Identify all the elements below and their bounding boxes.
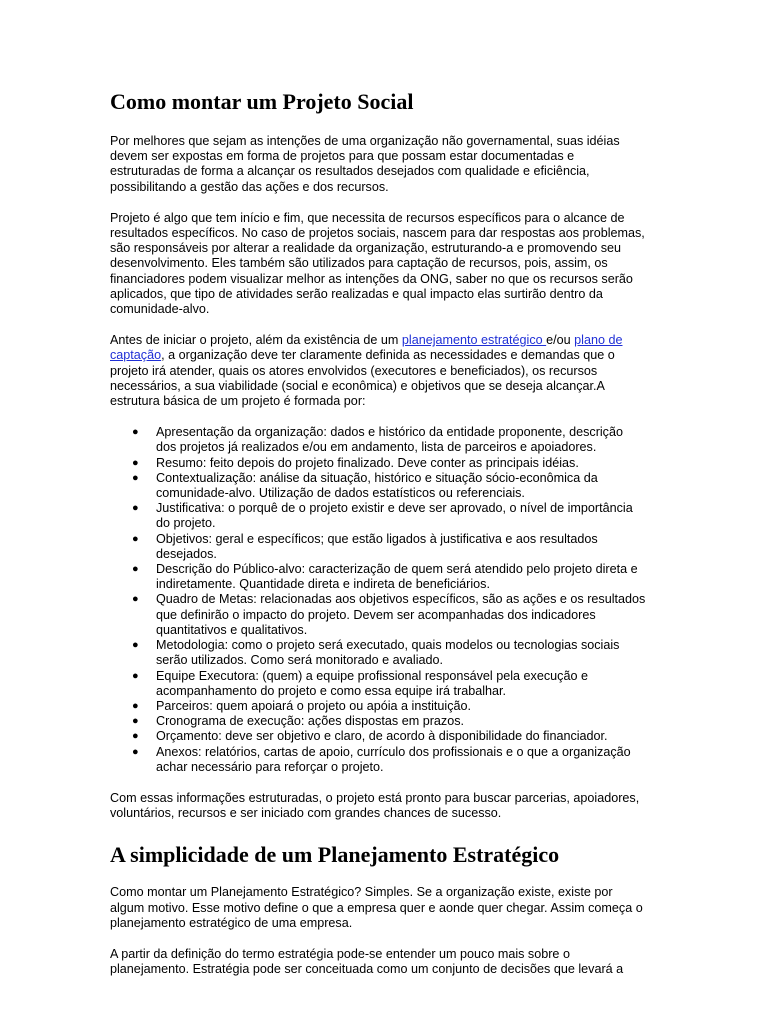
list-item — [132, 562, 646, 592]
list-item — [132, 668, 646, 699]
paragraph-intro: Por melhores que sejam as intenções de uma organização não governamental, suas idéias devem ser expostas em forma de projetos para que possam estar documentadas e estruturadas de forma a alcançar os resultados desejados com qualidade e eficiência, possibilitando a gestão das ações e dos recursos. — [110, 134, 620, 194]
link-planejamento-estrategico[interactable]: planejamento estratégico — [401, 333, 547, 348]
list-item — [132, 714, 646, 729]
document-page — [110, 88, 646, 993]
section-title-planejamento: A simplicidade de um Planejamento Estratégico — [110, 842, 560, 868]
section-title-projeto-social: Como montar um Projeto Social — [110, 89, 414, 114]
paragraph-projeto-definicao: Projeto é algo que tem início e fim, que necessita de recursos específicos para o alcance de resultados específicos. No caso de projetos sociais, nascem para dar respostas aos problemas, são responsáveis por alterar a realidade da organização, estruturando-a e promovendo seu desenvolvimento. Eles também são utilizados para captação de recursos, pois, assim, os financiadores podem visualizar melhor as intenções da ONG, saber no que os recursos serão aplicados, que tipo de atividades serão realizadas e qual impacto elas surtirão dentro da comunidade-alvo. — [110, 210, 645, 317]
bullet-icon: ● — [132, 699, 139, 712]
bullet-icon: ● — [132, 563, 139, 576]
paragraph-como-montar: Como montar um Planejamento Estratégico? Simples. Se a organização existe, existe por algum motivo. Esse motivo define o que a empresa quer e aonde quer chegar. Assim começa o planejamento estratégico de uma empresa. — [110, 885, 643, 930]
project-structure-list — [110, 425, 646, 775]
list-item-text: Quadro de Metas: relacionadas aos objetivos específicos, são as ações e os resultados que definirão o impacto do projeto. Devem ser acompanhadas dos indicadores quantitativos e qualitativos. — [156, 592, 646, 637]
bullet-icon: ● — [132, 639, 139, 652]
list-item — [132, 531, 646, 562]
paragraph-text: e/ou — [546, 333, 575, 348]
paragraph-text: Antes de iniciar o projeto, além da existência de um — [110, 333, 402, 348]
paragraph-text: , a organização deve ter claramente definida as necessidades e demandas que o projeto irá atender, quais os atores envolvidos (executores e beneficiados), os recursos necessários, a sua viabilidade (social e econômica) e objetivos que se deseja alcançar.A estrutura básica de um projeto é formada por: — [110, 348, 615, 409]
bullet-icon: ● — [132, 715, 139, 728]
bullet-icon: ● — [132, 669, 139, 682]
list-item-text: Metodologia: como o projeto será executado, quais modelos ou tecnologias sociais serão utilizados. Como será monitorado e avaliado. — [156, 638, 620, 668]
list-item-text: Cronograma de execução: ações dispostas em prazos. — [156, 714, 465, 729]
list-item — [132, 425, 646, 455]
list-item-text: Objetivos: geral e específicos; que estão ligados à justificativa e aos resultados desejados. — [156, 531, 598, 561]
paragraph-conclusao: Com essas informações estruturadas, o projeto está pronto para buscar parcerias, apoiadores, voluntários, recursos e ser iniciado com grandes chances de sucesso. — [110, 790, 640, 821]
paragraph-antes-de-iniciar — [110, 333, 646, 409]
bullet-icon: ● — [132, 730, 139, 743]
list-item-text: Orçamento: deve ser objetivo e claro, de acordo à disponibilidade do financiador. — [156, 729, 608, 744]
list-item-text: Contextualização: análise da situação, histórico e situação sócio-econômica da comunidade-alvo. Utilização de dados estatísticos ou referenciais. — [156, 470, 598, 501]
list-item-text: Parceiros: quem apoiará o projeto ou apóia a instituição. — [156, 698, 472, 713]
list-item — [132, 638, 646, 668]
list-item-text: Resumo: feito depois do projeto finalizado. Deve conter as principais idéias. — [156, 455, 579, 470]
bullet-icon: ● — [132, 426, 139, 439]
bullet-icon: ● — [132, 502, 139, 515]
list-item — [132, 744, 646, 775]
bullet-icon: ● — [132, 456, 139, 469]
bullet-icon: ● — [132, 593, 139, 606]
bullet-icon: ● — [132, 471, 139, 484]
list-item — [132, 501, 646, 531]
list-item-text: Anexos: relatórios, cartas de apoio, currículo dos profissionais e o que a organização achar necessário para reforçar o projeto. — [156, 744, 631, 774]
list-item — [132, 698, 646, 714]
bullet-icon: ● — [132, 532, 139, 545]
bullet-icon: ● — [132, 745, 139, 758]
list-item-text: Apresentação da organização: dados e histórico da entidade proponente, descrição dos projetos já realizados e/ou em andamento, lista de parceiros e apoiadores. — [156, 425, 623, 455]
list-item-text: Equipe Executora: (quem) a equipe profissional responsável pela execução e acompanhamento do projeto e como essa equipe irá trabalhar. — [156, 668, 588, 698]
link-plano-de-captacao[interactable]: plano de captação — [110, 333, 623, 363]
list-item-text: Descrição do Público-alvo: caracterização de quem será atendido pelo projeto direta e indiretamente. Quantidade direta e indireta de beneficiários. — [156, 562, 638, 592]
paragraph-estrategia: A partir da definição do termo estratégia pode-se entender um pouco mais sobre o planejamento. Estratégia pode ser conceituada como um conjunto de decisões que levará a — [110, 946, 624, 977]
list-item — [132, 455, 646, 471]
list-item — [132, 592, 646, 638]
list-item-text: Justificativa: o porquê de o projeto existir e deve ser aprovado, o nível de importância do projeto. — [156, 501, 633, 531]
list-item — [132, 470, 646, 501]
list-item — [132, 729, 646, 744]
